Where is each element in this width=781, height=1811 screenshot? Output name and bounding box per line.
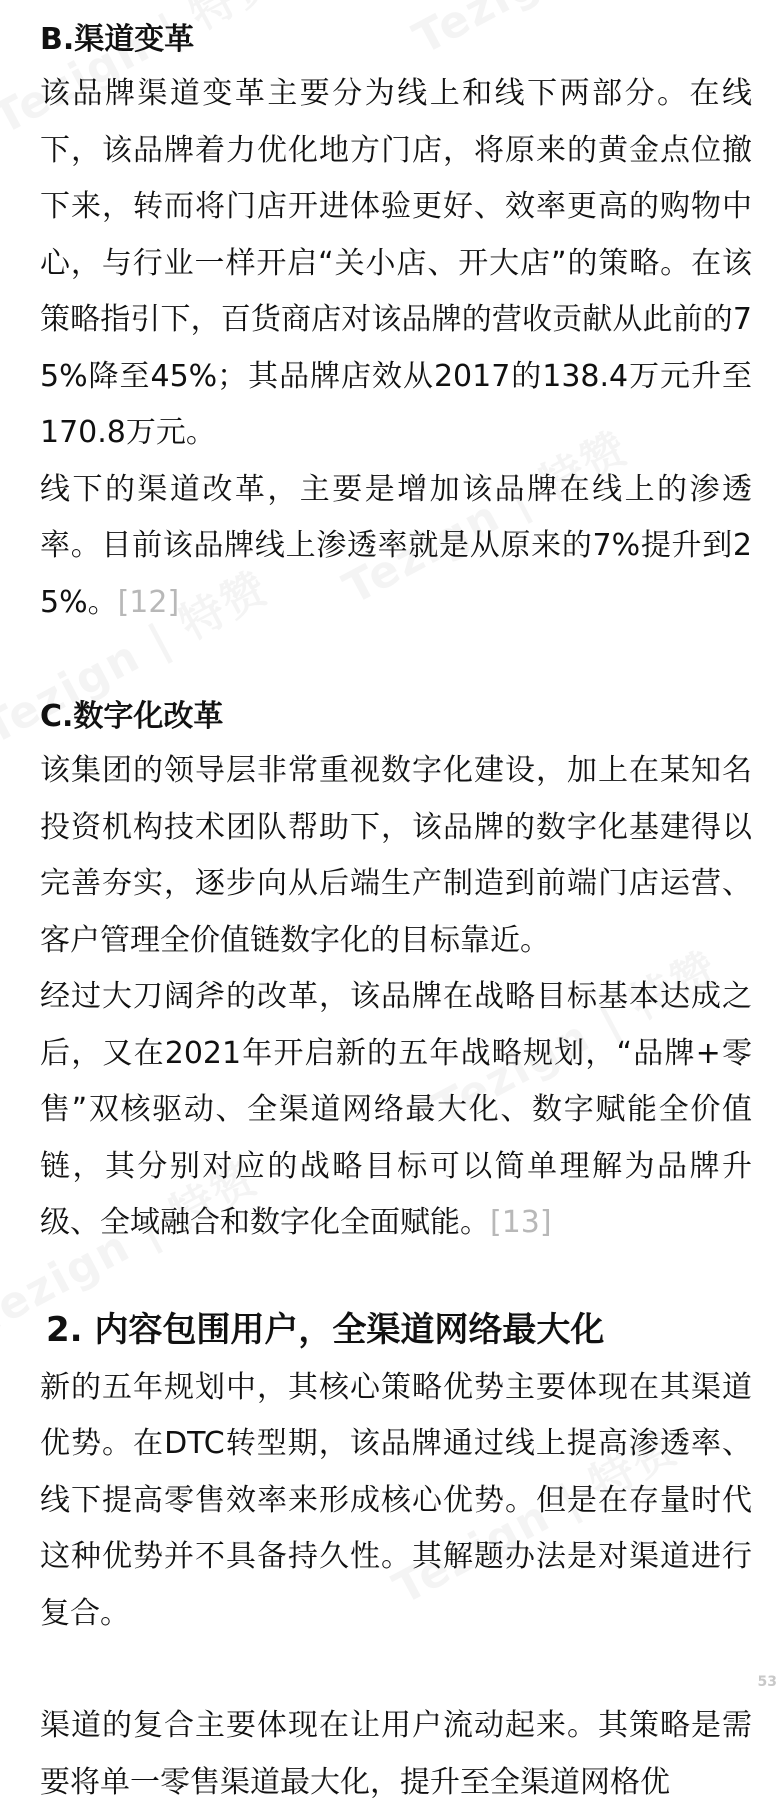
- spacer: [40, 1252, 752, 1300]
- paragraph: [40, 1698, 752, 1811]
- paragraph-text: 该品牌渠道变革主要分为线上和线下两部分。在线下，该品牌着力优化地方门店，将原来的黄金点位撤下来，转而将门店开进体验更好、效率更高的购物中心，与行业一样开启“关小店、开大店”的策略。在该策略指引下，百货商店对该品牌的营收贡献从此前的75%降至45%；其品牌店效从2017的138.4万元升至170.8万元。: [40, 76, 752, 450]
- section-heading-2: 2. 内容包围用户，全渠道网络最大化: [46, 1309, 605, 1350]
- paragraph-text: 新的五年规划中，其核心策略优势主要体现在其渠道优势。在DTC转型期，该品牌通过线上提高渗透率、线下提高零售效率来形成核心优势。但是在存量时代这种优势并不具备持久性。其解题办法是对渠道进行复合。: [40, 1369, 752, 1631]
- paragraph: [40, 743, 752, 969]
- section-heading-b: B.渠道变革: [40, 22, 195, 57]
- paragraph: [40, 969, 752, 1252]
- paragraph-text: 经过大刀阔斧的改革，该品牌在战略目标基本达成之后，又在2021年开启新的五年战略规划，“品牌+零售”双核驱动、全渠道网络最大化、数字赋能全价值链，其分别对应的战略目标可以简单理解为品牌升级、全域融合和数字化全面赋能。: [40, 979, 752, 1240]
- spacer: [40, 631, 752, 691]
- citation-ref-13[interactable]: [13]: [490, 1205, 552, 1240]
- paragraph: [40, 462, 752, 632]
- paragraph: [40, 1360, 752, 1643]
- paragraph-text: 该集团的领导层非常重视数字化建设，加上在某知名投资机构技术团队帮助下，该品牌的数字化基建得以完善夯实，逐步向从后端生产制造到前端门店运营、客户管理全价值链数字化的目标靠近。: [40, 753, 752, 958]
- spacer: [40, 1642, 752, 1698]
- paragraph: [40, 66, 752, 462]
- paragraph-text: 渠道的复合主要体现在让用户流动起来。其策略是需要将单一零售渠道最大化，提升至全渠道网格优: [40, 1708, 752, 1800]
- section-heading-c: C.数字化改革: [40, 699, 224, 734]
- paragraph-text: 线下的渠道改革，主要是增加该品牌在线上的渗透率。目前该品牌线上渗透率就是从原来的7%提升到25%。: [40, 471, 752, 620]
- citation-ref-12[interactable]: [12]: [117, 584, 180, 620]
- document-body: [40, 14, 752, 1811]
- page-number: 53: [757, 1674, 777, 1690]
